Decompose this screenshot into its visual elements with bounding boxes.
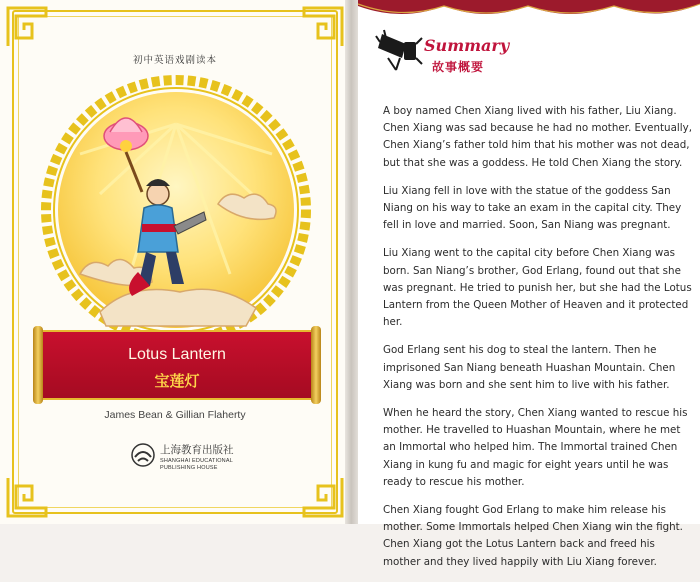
- summary-paragraph: Liu Xiang fell in love with the statue of the goddess San Niang on his way to take an exam in the capital city. They fell in love and married. Soon, San Niang was pregnant.: [383, 184, 682, 232]
- summary-paragraph: When he heard the story, Chen Xiang wanted to rescue his mother. He travelled to Huashan Mountain, where he met an Immortal who helped him. The Immortal trained Chen Xiang in kung fu and magic for eight years until he was ready to rescue his mother.: [383, 407, 688, 488]
- fretwork-corner-icon: [4, 474, 50, 520]
- fretwork-corner-icon: [300, 4, 346, 50]
- series-title: 初中英语戏剧读本: [132, 55, 217, 66]
- book-gutter: [345, 0, 359, 524]
- title-banner: [41, 330, 313, 400]
- scroll-rod-right: [311, 326, 321, 404]
- book-title-cn: 宝莲灯: [154, 372, 200, 390]
- summary-header: [376, 28, 576, 84]
- book-cover: [0, 0, 350, 524]
- summary-heading-en: Summary: [424, 36, 510, 55]
- summary-paragraph: A boy named Chen Xiang lived with his father, Liu Xiang. Chen Xiang was sad because he had no mother. Eventually, Chen Xiang’s father told him that his mother was not dead, but that she was a goddess. He told Chen Xiang the story.: [383, 105, 692, 169]
- summary-paragraph: Chen Xiang fought God Erlang to make him release his mother. Some Immortals helped Chen Xiang win the fight. Chen Xiang got the Lotus Lantern back and freed his mother and they lived happily with Liu Xiang forever.: [383, 504, 683, 568]
- book-title-en: Lotus Lantern: [128, 346, 226, 363]
- publisher: [130, 440, 240, 490]
- fretwork-corner-icon: [300, 474, 346, 520]
- publisher-name-en-line1: SHANGHAI EDUCATIONAL: [160, 458, 233, 464]
- publisher-name-en: [160, 458, 233, 472]
- curtain-swag-decoration: [358, 0, 700, 22]
- summary-body: [383, 103, 695, 582]
- title-scroll: [33, 330, 321, 400]
- fretwork-corner-icon: [4, 4, 50, 50]
- scroll-rod-left: [33, 326, 43, 404]
- cover-illustration: [40, 74, 312, 346]
- summary-heading-cn: 故事概要: [432, 60, 485, 74]
- spotlight-icon: [376, 28, 422, 72]
- publisher-name-en-line2: PUBLISHING HOUSE: [160, 465, 218, 471]
- authors: James Bean & Gillian Flaherty: [104, 409, 246, 421]
- summary-paragraph: God Erlang sent his dog to steal the lantern. Then he imprisoned San Niang beneath Huashan Mountain. Chen Xiang was born and she sent him to live with his father.: [383, 344, 676, 391]
- summary-paragraph: Liu Xiang went to the capital city before Chen Xiang was born. San Niang’s brother, God Erlang, found out that she was pregnant. He tried to punish her, but she had the Lotus Lantern from the Queen Mother of Heaven and it protected her.: [383, 247, 692, 329]
- publisher-name-cn: 上海教育出版社: [160, 444, 234, 456]
- summary-page: [358, 0, 700, 568]
- publisher-logo-icon: [130, 442, 156, 468]
